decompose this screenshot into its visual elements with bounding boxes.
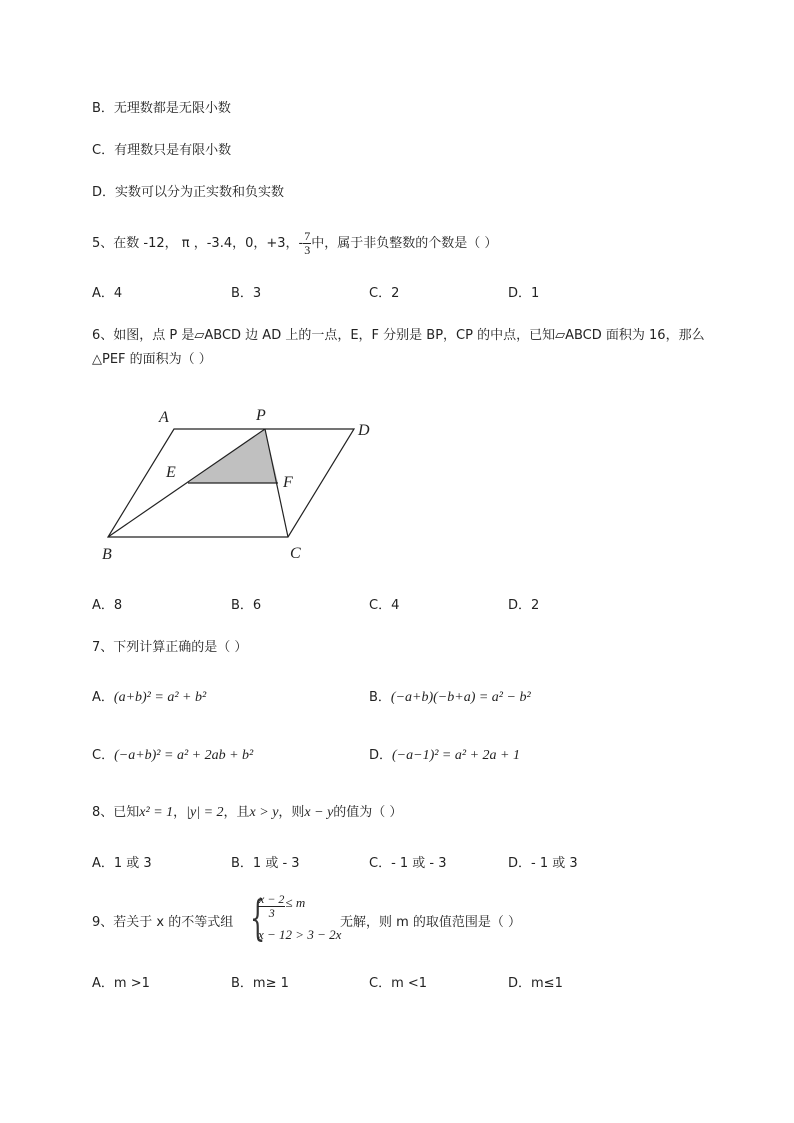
q7-option-a-expr: (a+b)² = a² + b² — [113, 690, 207, 705]
q8-option-c: C．- 1 或 - 3 — [369, 856, 447, 871]
q8-expr-x-minus-y: x − y — [304, 805, 334, 820]
q5-stem-pre: 5、在数 -12， π ，-3.4，0，+3，- — [92, 236, 304, 251]
q7-option-d-label: D． — [369, 748, 393, 763]
q5-frac-den: 3 — [304, 243, 311, 257]
q7-stem: 7、下列计算正确的是（ ） — [92, 640, 248, 655]
label-c: C — [290, 545, 301, 562]
q5-option-c: C．2 — [369, 286, 400, 301]
shaded-triangle-pef — [188, 429, 278, 483]
q8-option-d: D．- 1 或 3 — [508, 856, 578, 871]
q8-cond-x-gt-y: x > y — [249, 805, 279, 820]
q9-option-a: A．m >1 — [92, 976, 150, 991]
q8-sep2: ，且 — [223, 805, 250, 820]
q5-option-b: B．3 — [231, 286, 262, 301]
label-b: B — [102, 546, 112, 563]
q9-option-d: D．m≤1 — [508, 976, 563, 991]
q7-option-c-label: C． — [92, 748, 115, 763]
q9-option-b: B．m≥ 1 — [231, 976, 289, 991]
q8-stem — [92, 804, 402, 822]
q4-option-d: D．实数可以分为正实数和负实数 — [92, 185, 285, 200]
q9-ineq1-num: x − 2 — [259, 892, 285, 906]
q4-option-c: C．有理数只是有限小数 — [92, 143, 232, 158]
label-e: E — [166, 464, 176, 481]
q9-ineq1-fraction — [258, 893, 285, 920]
q6-stem-line1: 6、如图，点 P 是▱ABCD 边 AD 上的一点，E，F 分别是 BP，CP 的中点，已知▱ABCD 面积为 16，那么 — [92, 328, 705, 343]
q6-stem-line2: △PEF 的面积为（ ） — [92, 352, 212, 367]
q9-stem-post: 无解，则 m 的取值范围是（ ） — [340, 915, 522, 930]
q9-inequality-2: x − 12 > 3 − 2x — [258, 927, 342, 942]
q9-ineq1-rel: ≤ m — [285, 895, 306, 910]
q7-option-c — [92, 747, 253, 765]
q7-option-b-label: B． — [369, 690, 391, 705]
q7-option-d — [369, 747, 520, 765]
q7-option-c-expr: (−a+b)² = a² + 2ab + b² — [114, 748, 254, 763]
q6-parallelogram-figure — [95, 398, 385, 570]
q5-stem-post: 中，属于非负整数的个数是（ ） — [311, 236, 498, 251]
q9-left-brace: { — [250, 890, 266, 946]
q8-option-b: B．1 或 - 3 — [231, 856, 300, 871]
q7-option-b-expr: (−a+b)(−b+a) = a² − b² — [390, 690, 531, 705]
q8-cond-abs-y: |y| = 2 — [186, 805, 224, 820]
label-a: A — [159, 409, 169, 426]
q9-ineq1-den: 3 — [268, 906, 275, 920]
label-f: F — [283, 474, 293, 491]
q5-option-d: D．1 — [508, 286, 540, 301]
q6-option-b: B．6 — [231, 598, 262, 613]
q7-option-a-label: A． — [92, 690, 114, 705]
q7-option-b — [369, 689, 531, 707]
q9-inequality-1 — [258, 893, 305, 920]
q6-option-d: D．2 — [508, 598, 540, 613]
q8-stem-post: 的值为（ ） — [333, 805, 403, 820]
q8-sep3: ，则 — [278, 805, 305, 820]
q7-option-a — [92, 689, 206, 707]
q9-stem-pre: 9、若关于 x 的不等式组 — [92, 915, 234, 930]
q8-cond-x-squared: x² = 1 — [139, 805, 174, 820]
q5-stem — [92, 230, 497, 257]
q8-sep1: ， — [173, 805, 187, 820]
q7-option-d-expr: (−a−1)² = a² + 2a + 1 — [392, 748, 520, 763]
q8-option-a: A．1 或 3 — [92, 856, 152, 871]
q4-option-b: B．无理数都是无限小数 — [92, 101, 231, 116]
q9-option-c: C．m <1 — [369, 976, 428, 991]
q5-option-a: A．4 — [92, 286, 123, 301]
label-d: D — [358, 422, 370, 439]
q6-option-c: C．4 — [369, 598, 400, 613]
q5-frac-num: 7 — [304, 229, 311, 243]
q8-stem-pre: 8、已知 — [92, 805, 140, 820]
q6-option-a: A．8 — [92, 598, 123, 613]
label-p: P — [256, 407, 266, 424]
